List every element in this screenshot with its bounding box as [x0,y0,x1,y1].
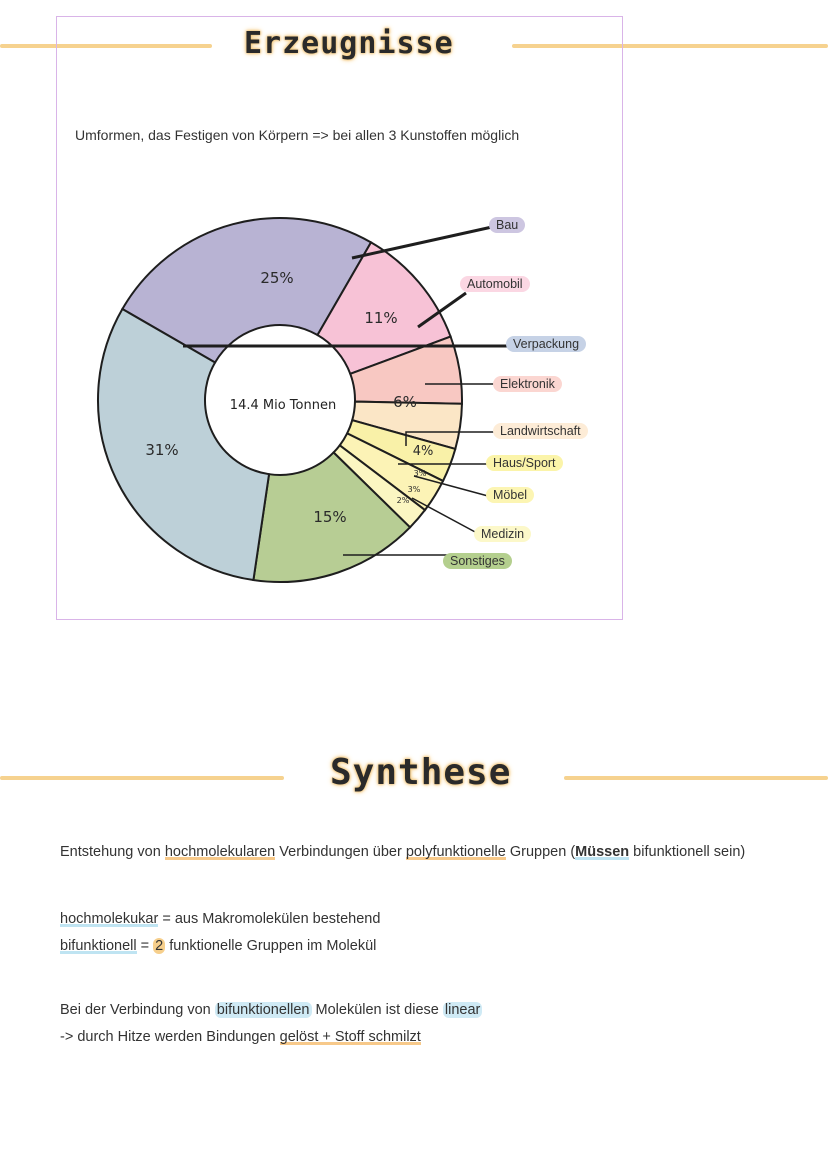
term-linear: linear [444,1002,481,1018]
legend-elektronik: Elektronik [493,376,562,392]
line4-c: Molekülen ist diese [311,1002,443,1018]
legend-automobil: Automobil [460,276,530,292]
line4-a: Bei der Verbindung von [60,1002,215,1018]
def-hochmolekular [60,911,380,927]
donut-center-label: 14.4 Mio Tonnen [229,398,337,413]
pct-label-moebel: 3% [407,485,421,494]
pct-label-haus-sport: 3% [413,469,427,478]
legend-bau: Bau [489,217,525,233]
section-title-erzeugnisse: Erzeugnisse [244,26,454,61]
legend-medizin: Medizin [474,526,531,542]
pct-label-sonstiges: 15% [313,508,347,526]
legend-sonstiges: Sonstiges [443,553,512,569]
line5-a: -> durch Hitze werden Bindungen [60,1029,280,1045]
line1-g: bifunktionell sein) [629,844,746,860]
legend-verpackung: Verpackung [506,336,586,352]
synthese-rule-left [0,776,284,780]
pct-label-other: 31% [145,441,179,459]
pct-label-landwirtschaft: 4% [412,444,434,459]
term-muessen: Müssen [575,844,630,860]
term-bifunktionell: bifunktionell [60,938,137,954]
legend-moebel: Möbel [486,487,534,503]
line3-b: = [136,938,154,954]
term-polyfunktionelle: polyfunktionelle [405,844,506,860]
term-bifunktionellen: bifunktionellen [216,1002,310,1018]
pct-label-elektronik: 6% [393,393,417,411]
line1-e: Gruppen ( [505,844,576,860]
line1-c: Verbindungen über [275,844,406,860]
pct-label-automobil: 11% [364,309,398,327]
pct-label-bau: 25% [260,269,294,287]
synthese-definition [60,844,745,860]
intro-text: Umformen, das Festigen von Körpern => bei allen 3 Kunstoffen möglich [75,127,520,143]
line2-b: = aus Makromolekülen bestehend [158,911,381,927]
pct-label-medizin: 2% [396,496,410,505]
legend-haus-sport: Haus/Sport [486,455,563,471]
linear-statement [60,1002,482,1018]
heat-statement [60,1029,421,1045]
legend-landwirtschaft: Landwirtschaft [493,423,588,439]
section-title-synthese: Synthese [330,752,512,793]
synthese-rule-right [564,776,828,780]
def-bifunktionell [60,938,376,954]
term-hochmolekularen: hochmolekularen [164,844,276,860]
line1-a: Entstehung von [60,844,165,860]
slice-other [98,309,269,580]
number-two: 2 [155,938,164,954]
term-hochmolekukar: hochmolekukar [60,911,159,927]
line3-d: funktionelle Gruppen im Molekül [165,938,377,954]
term-geloest-schmilzt: gelöst + Stoff schmilzt [279,1029,421,1045]
